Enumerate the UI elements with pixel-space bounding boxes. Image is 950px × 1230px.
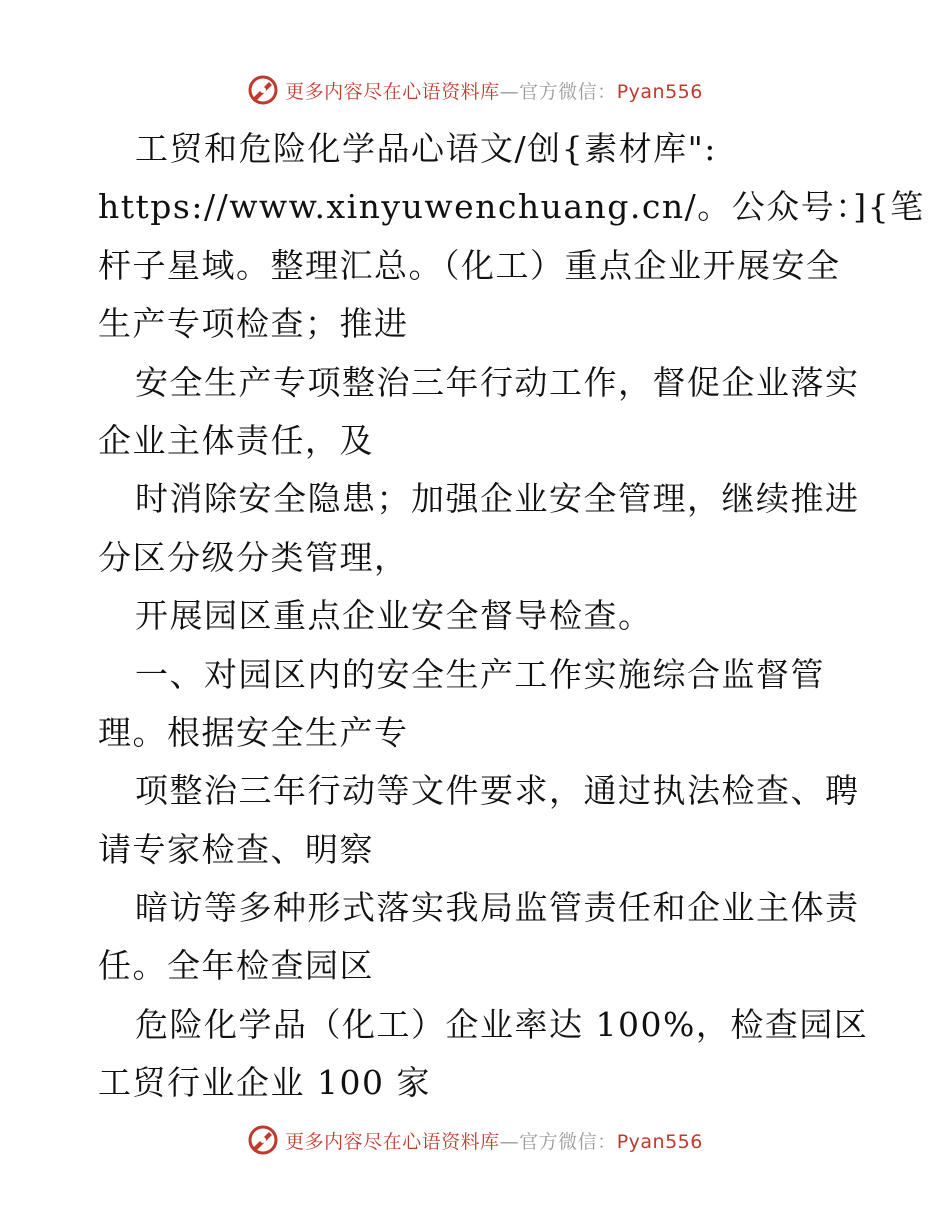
body-line: 开展园区重点企业安全督导检查。	[135, 596, 653, 636]
body-line: 工贸行业企业 100 家	[98, 1063, 431, 1103]
body-line: 项整治三年行动等文件要求，通过执法检查、聘	[135, 771, 860, 811]
body-line: 分区分级分类管理，	[98, 537, 409, 577]
body-line: 工贸和危险化学品心语文/创{素材库":	[135, 129, 717, 168]
footer-banner-main: 更多内容尽在心语资料库	[285, 1130, 500, 1153]
document-body	[98, 120, 925, 1113]
header-banner-id: Pyan556	[616, 80, 703, 103]
body-line: 企业主体责任，及	[98, 420, 374, 460]
header-banner[interactable]	[0, 70, 950, 110]
body-line: 任。全年检查园区	[98, 946, 374, 986]
header-banner-label: 官方微信：	[519, 80, 617, 103]
body-line: 请专家检查、明察	[98, 829, 374, 869]
body-line: https://www.xinyuwenchuang.cn/。公众号：]{笔	[98, 187, 925, 227]
header-banner-main: 更多内容尽在心语资料库	[285, 80, 500, 103]
body-line: 暗访等多种形式落实我局监管责任和企业主体责	[135, 888, 860, 928]
brand-logo-icon	[247, 1124, 279, 1156]
footer-banner-text	[285, 1127, 703, 1154]
header-banner-dash: —	[499, 80, 520, 103]
header-banner-text	[285, 77, 703, 104]
body-line: 理。根据安全生产专	[98, 712, 409, 752]
footer-banner[interactable]	[0, 1120, 950, 1160]
footer-banner-label: 官方微信：	[519, 1130, 617, 1153]
body-line: 安全生产专项整治三年行动工作，督促企业落实	[135, 362, 860, 402]
footer-banner-dash: —	[499, 1130, 520, 1153]
brand-logo-icon	[247, 74, 279, 106]
body-line: 生产专项检查；推进	[98, 304, 409, 344]
footer-banner-id: Pyan556	[616, 1130, 703, 1153]
body-line: 时消除安全隐患；加强企业安全管理，继续推进	[135, 479, 860, 519]
body-line: 危险化学品（化工）企业率达 100%，检查园区	[135, 1004, 869, 1044]
body-line: 杆子星域。整理汇总。（化工）重点企业开展安全	[98, 245, 841, 285]
body-line: 一、对园区内的安全生产工作实施综合监督管	[135, 654, 825, 694]
